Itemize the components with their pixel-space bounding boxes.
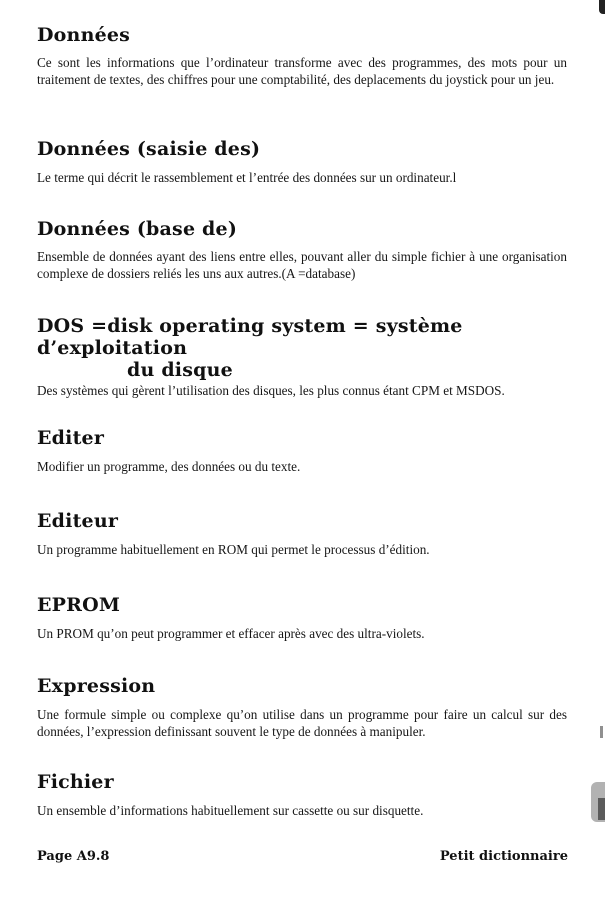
entry-term: Editeur xyxy=(37,510,119,532)
entry-term: Expression xyxy=(37,675,156,697)
entry-definition: Un ensemble d’informations habituellement sur cassette ou sur disquette. xyxy=(37,803,424,818)
entry-definition: Le terme qui décrit le rassemblement et l’entrée des données sur un ordinateur.l xyxy=(37,170,457,185)
entry-definition: Une formule simple ou complexe qu’on utilise dans un programme pour faire un calcul sur des données, l’expression definissant souvent le type de données à manipuler. xyxy=(37,707,567,739)
entry-definition: Ensemble de données ayant des liens entre elles, pouvant aller du simple fichier à une organisation complexe de dossiers reliés les uns aux autres.(A =database) xyxy=(37,249,567,281)
book-title: Petit dictionnaire xyxy=(439,849,568,864)
entry-term-line2: du disque xyxy=(127,359,233,381)
entry-editeur xyxy=(37,510,567,559)
entry-eprom xyxy=(37,594,567,643)
page-number: Page A9.8 xyxy=(37,849,110,864)
scan-mark-right-edge xyxy=(600,726,603,738)
entry-editer xyxy=(37,427,567,476)
scan-mark-bottom-right-dense xyxy=(598,798,605,820)
entry-term: EPROM xyxy=(37,594,121,616)
entry-definition: Modifier un programme, des données ou du texte. xyxy=(37,459,301,474)
entry-donnees xyxy=(37,24,567,88)
entry-term-line1: DOS =disk operating system = système d’exploitation xyxy=(37,315,463,359)
entry-definition: Ce sont les informations que l’ordinateur transforme avec des programmes, des mots pour un traitement de textes, des chiffres pour une comptabilité, des deplacements du joystick pour un jeu. xyxy=(37,55,567,87)
entry-donnees-base xyxy=(37,218,567,282)
scan-mark-top-right xyxy=(599,0,605,14)
entry-expression xyxy=(37,675,567,740)
entry-term: Fichier xyxy=(37,771,114,793)
entry-donnees-saisie xyxy=(37,138,567,187)
entry-term: Données xyxy=(37,24,131,46)
entry-definition: Des systèmes qui gèrent l’utilisation des disques, les plus connus étant CPM et MSDOS. xyxy=(37,383,505,398)
entry-term xyxy=(37,315,567,381)
entry-definition: Un PROM qu’on peut programmer et effacer après avec des ultra-violets. xyxy=(37,626,425,641)
entry-term: Editer xyxy=(37,427,105,449)
entry-term: Données (saisie des) xyxy=(37,138,261,160)
entry-fichier xyxy=(37,771,567,820)
entry-dos xyxy=(37,315,567,400)
entry-definition: Un programme habituellement en ROM qui permet le processus d’édition. xyxy=(37,542,430,557)
entry-term: Données (base de) xyxy=(37,218,238,240)
